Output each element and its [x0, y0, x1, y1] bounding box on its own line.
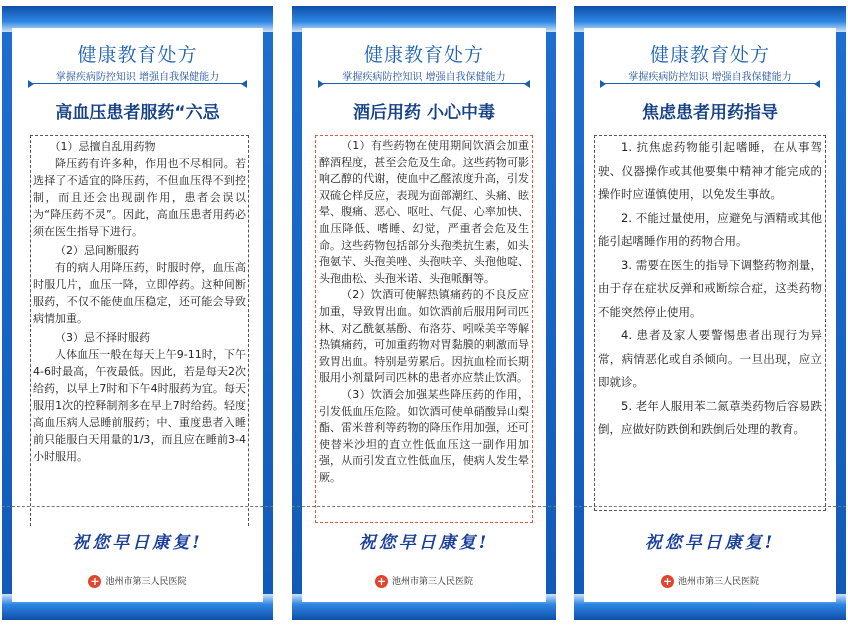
dashed-divider — [292, 506, 556, 507]
body-text — [31, 136, 248, 465]
wish-text: 祝您早日康复! — [358, 533, 490, 553]
wish-text: 祝您早日康复! — [72, 533, 203, 553]
hospital-name: 池州市第三人民医院 — [677, 577, 759, 587]
panel-hypertension — [2, 6, 273, 620]
paragraph: （3）忌不择时服药 — [55, 331, 150, 344]
card-header-title: 健康教育处方 — [77, 44, 198, 66]
paragraph: 3. 需要在医生的指导下调整药物剂量，由于存在症状反弹和戒断综合症，这类药物不能突然停止使用。 — [598, 257, 822, 319]
header-divider — [32, 83, 243, 84]
hospital-name: 池州市第三人民医院 — [105, 577, 187, 587]
paragraph: （2）饮酒可使解热镇痛药的不良反应加重，导致胃出血。如饮酒前后服用阿司匹林、对乙酰氨基酚、布洛芬、吲哚美辛等解热镇痛药，可加重药物对胃黏膜的刺激而导致胃出血。特别是劳累后。因抗血栓而长期服用小剂量阿司匹林的患者亦应禁止饮酒。 — [319, 288, 529, 385]
paragraph: （1）忌擅自乱用药物 — [49, 140, 156, 153]
hospital-cross-icon: + — [376, 575, 387, 588]
card-header-subtitle: 掌握疾病防控知识 增强自我保健能力 — [342, 72, 506, 83]
body-text — [316, 136, 532, 486]
dashed-divider — [2, 506, 273, 507]
card — [12, 28, 263, 602]
body-text — [595, 136, 825, 442]
paragraph: 有的病人用降压药，时服时停，血压高时服几片，血压一降，立即停药。这种间断服药，不仅不能使血压稳定，还可能会导致病情加重。 — [33, 261, 246, 325]
header-divider — [322, 83, 526, 84]
paragraph: （3）饮酒会加强某些降压药的作用，引发低血压危险。如饮酒可使单硝酸异山梨酯、雷米普利等药物的降压作用加强，还可使替米沙坦的直立性低血压这一副作用加强，从而引发直立性低血压，使病人发生晕厥。 — [319, 387, 529, 484]
paragraph: 降压药有许多种，作用也不尽相同。若选择了不适宜的降压药，不但血压得不到控制，而且还会出现副作用，患者会误以为“降压药不灵”。因此，高血压患者用药必须在医生指导下进行。 — [33, 157, 246, 238]
hospital-cross-icon: + — [662, 575, 673, 588]
paragraph: 2. 不能过量使用，应避免与酒精或其他能引起嗜睡作用的药物合用。 — [598, 210, 822, 248]
card-title: 酒后用药 小心中毒 — [353, 103, 495, 123]
dashed-divider — [574, 506, 846, 507]
paragraph: 5. 老年人服用苯二氮䓬类药物后容易跌倒，应做好防跌倒和跌倒后处理的教育。 — [598, 398, 822, 436]
wish-text: 祝您早日康复! — [644, 533, 776, 553]
header-divider — [604, 83, 816, 84]
body-box — [30, 135, 249, 526]
paragraph: 4. 患者及家人要警惕患者出现行为异常，病情恶化或自杀倾向。一旦出现，应立即就诊。 — [598, 328, 822, 389]
panel-anxiety-drugs — [574, 6, 846, 620]
card-header-subtitle: 掌握疾病防控知识 增强自我保健能力 — [628, 72, 792, 83]
paragraph: 1. 抗焦虑药物能引起嗜睡，在从事驾驶、仪器操作或其他要集中精神才能完成的操作时应谨慎使用，以免发生事故。 — [598, 140, 822, 201]
hospital-line — [12, 574, 263, 588]
card — [302, 28, 546, 602]
card-title: 高血压患者服药“六忌 — [55, 103, 220, 123]
hospital-cross-icon: + — [90, 575, 100, 588]
card-title: 焦虑患者用药指导 — [642, 103, 778, 123]
hospital-name: 池州市第三人民医院 — [391, 577, 473, 587]
body-box — [594, 135, 826, 511]
body-box — [315, 135, 533, 523]
card — [584, 28, 836, 602]
card-header-title: 健康教育处方 — [363, 44, 484, 66]
hospital-line — [302, 574, 546, 588]
card-header-title: 健康教育处方 — [649, 44, 770, 66]
paragraph: （1）有些药物在使用期间饮酒会加重醉酒程度，甚至会危及生命。这些药物可影响乙醇的代谢，使血中乙醛浓度升高，引发双硫仑样反应，表现为面部潮红、头痛、眩晕、腹痛、恶心、呕吐、气促、心率加快、血压降低、嗜睡、幻觉，严重者会危及生命。这些药物包括部分头孢类抗生素，如头孢氨苄、头孢美唑、头孢呋辛、头孢他啶、头孢曲松、头孢米诺、头孢哌酮等。 — [319, 139, 529, 285]
paragraph: （2）忌间断服药 — [55, 244, 139, 257]
panel-alcohol-drugs — [292, 6, 556, 620]
hospital-line — [584, 574, 836, 588]
card-header-subtitle: 掌握疾病防控知识 增强自我保健能力 — [55, 72, 220, 83]
paragraph: 人体血压一般在每天上午9-11时，下午4-6时最高，午夜最低。因此，若是每天2次给药，以早上7时和下午4时服药为宜。每天服用1次的控释制剂多在早上7时给药。轻度高血压病人忌睡前服药；中、重度患者入睡前只能服白天用量的1/3，而且应在睡前3-4小时服用。 — [33, 348, 246, 463]
